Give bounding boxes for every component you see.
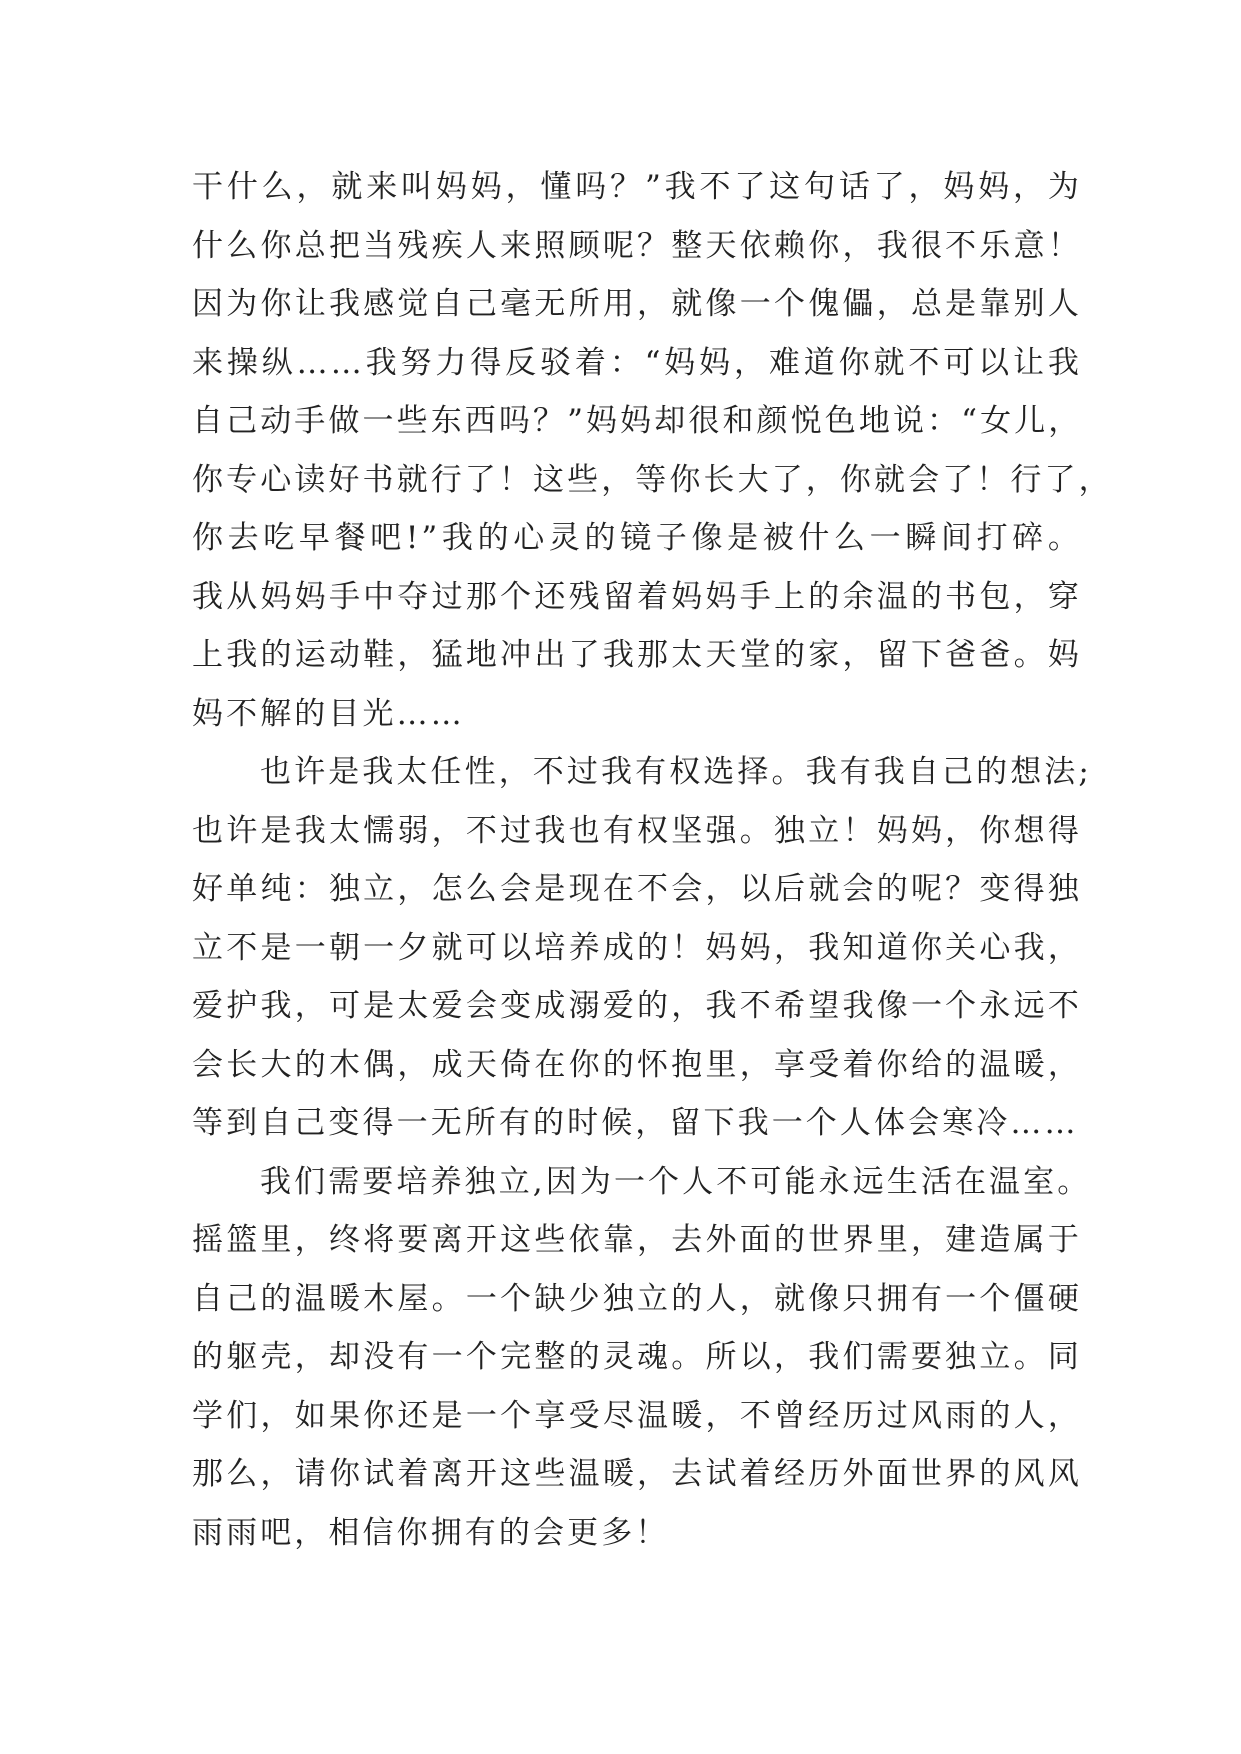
text-line: 我从妈妈手中夺过那个还残留着妈妈手上的余温的书包，穿 bbox=[192, 578, 1082, 615]
text-line: 会长大的木偶，成天倚在你的怀抱里，享受着你给的温暖， bbox=[192, 1046, 1082, 1083]
text-line: 干什么，就来叫妈妈，懂吗？”我不了这句话了，妈妈，为 bbox=[192, 169, 1082, 205]
text-line: 你专心读好书就行了！这些，等你长大了，你就会了！行了， bbox=[192, 461, 1113, 498]
text-line: 自己的温暖木屋。一个缺少独立的人，就像只拥有一个僵硬 bbox=[192, 1280, 1082, 1317]
paragraph-start-line: 我们需要培养独立,因为一个人不可能永远生活在温室。 bbox=[260, 1163, 1092, 1200]
text-line: 等到自己变得一无所有的时候，留下我一个人体会寒冷…… bbox=[192, 1105, 1079, 1141]
text-line: 妈不解的目光…… bbox=[192, 695, 465, 732]
text-line: 上我的运动鞋，猛地冲出了我那太天堂的家，留下爸爸。妈 bbox=[192, 637, 1082, 673]
text-line: 学们，如果你还是一个享受尽温暖，不曾经历过风雨的人， bbox=[192, 1397, 1082, 1434]
text-line: 那么，请你试着离开这些温暖，去试着经历外面世界的风风 bbox=[192, 1456, 1082, 1492]
text-line: 什么你总把当残疾人来照顾呢？整天依赖你，我很不乐意！ bbox=[192, 227, 1082, 264]
text-line: 也许是我太懦弱，不过我也有权坚强。独立！妈妈，你想得 bbox=[192, 812, 1082, 849]
text-line: 因为你让我感觉自己毫无所用，就像一个傀儡，总是靠别人 bbox=[192, 286, 1082, 322]
text-line: 来操纵……我努力得反驳着：“妈妈，难道你就不可以让我 bbox=[192, 344, 1082, 381]
essay-body bbox=[192, 158, 1113, 1562]
text-line: 爱护我，可是太爱会变成溺爱的，我不希望我像一个永远不 bbox=[192, 988, 1082, 1024]
text-line: 立不是一朝一夕就可以培养成的！妈妈，我知道你关心我， bbox=[192, 929, 1082, 966]
text-line: 的躯壳，却没有一个完整的灵魂。所以，我们需要独立。同 bbox=[192, 1339, 1082, 1375]
text-line: 摇篮里，终将要离开这些依靠，去外面的世界里，建造属于 bbox=[192, 1222, 1082, 1258]
paragraph-start-line: 也许是我太任性，不过我有权选择。我有我自己的想法; bbox=[260, 754, 1092, 790]
text-line: 好单纯：独立，怎么会是现在不会，以后就会的呢？变得独 bbox=[192, 871, 1082, 907]
text-line: 你去吃早餐吧!”我的心灵的镜子像是被什么一瞬间打碎。 bbox=[192, 520, 1082, 556]
text-line: 自己动手做一些东西吗？”妈妈却很和颜悦色地说：“女儿， bbox=[192, 403, 1083, 439]
text-line: 雨雨吧，相信你拥有的会更多！ bbox=[192, 1514, 670, 1551]
